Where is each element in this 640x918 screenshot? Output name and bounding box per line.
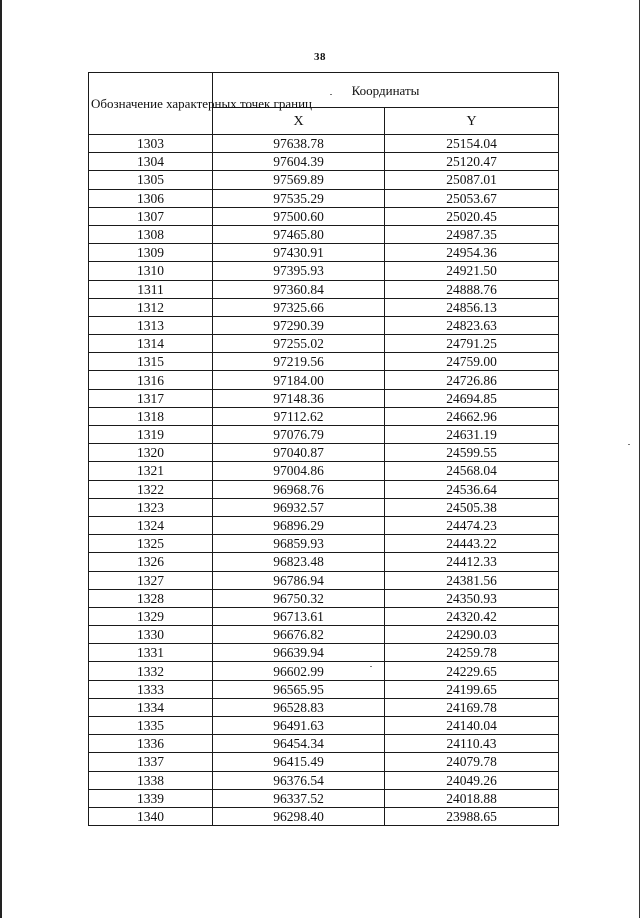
x-coordinate-cell: 97604.39 — [213, 153, 385, 171]
table-row — [89, 698, 559, 716]
point-cell: 1338 — [89, 771, 213, 789]
y-coordinate-cell: 23988.65 — [385, 807, 559, 825]
y-coordinate-cell: 24856.13 — [385, 298, 559, 316]
x-coordinate-cell: 97325.66 — [213, 298, 385, 316]
table-row — [89, 207, 559, 225]
point-cell: 1337 — [89, 753, 213, 771]
table-row — [89, 171, 559, 189]
coordinates-header: Координаты — [213, 73, 559, 108]
point-cell: 1332 — [89, 662, 213, 680]
table-row — [89, 225, 559, 243]
point-cell: 1322 — [89, 480, 213, 498]
y-coordinate-cell: 24631.19 — [385, 426, 559, 444]
point-cell: 1313 — [89, 316, 213, 334]
point-cell: 1320 — [89, 444, 213, 462]
y-coordinate-cell: 24381.56 — [385, 571, 559, 589]
point-cell: 1340 — [89, 807, 213, 825]
x-coordinate-cell: 96528.83 — [213, 698, 385, 716]
y-coordinate-cell: 24987.35 — [385, 225, 559, 243]
y-coordinate-cell: 24443.22 — [385, 535, 559, 553]
table-row — [89, 717, 559, 735]
table-row — [89, 371, 559, 389]
point-cell: 1330 — [89, 626, 213, 644]
y-coordinate-cell: 24823.63 — [385, 316, 559, 334]
point-cell: 1314 — [89, 335, 213, 353]
point-cell: 1306 — [89, 189, 213, 207]
point-cell: 1324 — [89, 516, 213, 534]
x-coordinate-cell: 96823.48 — [213, 553, 385, 571]
x-coordinate-cell: 96415.49 — [213, 753, 385, 771]
table-row — [89, 280, 559, 298]
point-cell: 1309 — [89, 244, 213, 262]
y-coordinate-cell: 24474.23 — [385, 516, 559, 534]
point-cell: 1329 — [89, 607, 213, 625]
point-cell: 1326 — [89, 553, 213, 571]
x-coordinate-cell: 97638.78 — [213, 135, 385, 153]
x-coordinate-cell: 97465.80 — [213, 225, 385, 243]
table-row — [89, 771, 559, 789]
y-coordinate-cell: 25120.47 — [385, 153, 559, 171]
y-coordinate-cell: 24921.50 — [385, 262, 559, 280]
point-cell: 1319 — [89, 426, 213, 444]
x-coordinate-cell: 96713.61 — [213, 607, 385, 625]
y-coordinate-cell: 24049.26 — [385, 771, 559, 789]
x-coordinate-cell: 96896.29 — [213, 516, 385, 534]
y-coordinate-cell: 24169.78 — [385, 698, 559, 716]
table-row — [89, 553, 559, 571]
coordinates-table — [88, 72, 559, 826]
y-coordinate-cell: 24536.64 — [385, 480, 559, 498]
y-coordinate-cell: 24694.85 — [385, 389, 559, 407]
table-row — [89, 498, 559, 516]
x-coordinate-cell: 97112.62 — [213, 407, 385, 425]
y-coordinate-cell: 24350.93 — [385, 589, 559, 607]
x-coordinate-cell: 97395.93 — [213, 262, 385, 280]
page-edge-left — [0, 0, 2, 918]
table-row — [89, 626, 559, 644]
table-body — [89, 135, 559, 826]
x-coordinate-cell: 97219.56 — [213, 353, 385, 371]
y-coordinate-cell: 24110.43 — [385, 735, 559, 753]
point-cell: 1325 — [89, 535, 213, 553]
y-coordinate-cell: 24568.04 — [385, 462, 559, 480]
x-coordinate-cell: 97430.91 — [213, 244, 385, 262]
table-row — [89, 753, 559, 771]
x-coordinate-cell: 96750.32 — [213, 589, 385, 607]
y-coordinate-cell: 25053.67 — [385, 189, 559, 207]
point-cell: 1323 — [89, 498, 213, 516]
table-row — [89, 789, 559, 807]
point-cell: 1321 — [89, 462, 213, 480]
y-header: Y — [385, 108, 559, 135]
point-cell: 1311 — [89, 280, 213, 298]
table-row — [89, 153, 559, 171]
point-cell: 1316 — [89, 371, 213, 389]
table-row — [89, 662, 559, 680]
y-coordinate-cell: 24290.03 — [385, 626, 559, 644]
table-row — [89, 589, 559, 607]
table-row — [89, 335, 559, 353]
x-coordinate-cell: 97255.02 — [213, 335, 385, 353]
table-row — [89, 426, 559, 444]
x-coordinate-cell: 97535.29 — [213, 189, 385, 207]
table-row — [89, 535, 559, 553]
x-coordinate-cell: 97076.79 — [213, 426, 385, 444]
x-coordinate-cell: 97569.89 — [213, 171, 385, 189]
table-row — [89, 462, 559, 480]
table-row — [89, 316, 559, 334]
y-coordinate-cell: 24888.76 — [385, 280, 559, 298]
y-coordinate-cell: 24954.36 — [385, 244, 559, 262]
x-coordinate-cell: 97290.39 — [213, 316, 385, 334]
point-cell: 1305 — [89, 171, 213, 189]
point-cell: 1307 — [89, 207, 213, 225]
table-row — [89, 735, 559, 753]
point-cell: 1304 — [89, 153, 213, 171]
x-coordinate-cell: 96786.94 — [213, 571, 385, 589]
table-row — [89, 607, 559, 625]
table-row — [89, 262, 559, 280]
table-row — [89, 353, 559, 371]
x-coordinate-cell: 96491.63 — [213, 717, 385, 735]
table-row — [89, 389, 559, 407]
y-coordinate-cell: 24229.65 — [385, 662, 559, 680]
x-coordinate-cell: 97004.86 — [213, 462, 385, 480]
table-row — [89, 244, 559, 262]
point-cell: 1310 — [89, 262, 213, 280]
point-cell: 1334 — [89, 698, 213, 716]
y-coordinate-cell: 24599.55 — [385, 444, 559, 462]
table-row — [89, 644, 559, 662]
x-coordinate-cell: 96602.99 — [213, 662, 385, 680]
point-cell: 1303 — [89, 135, 213, 153]
y-coordinate-cell: 25087.01 — [385, 171, 559, 189]
y-coordinate-cell: 24259.78 — [385, 644, 559, 662]
point-cell: 1327 — [89, 571, 213, 589]
y-coordinate-cell: 24759.00 — [385, 353, 559, 371]
y-coordinate-cell: 24018.88 — [385, 789, 559, 807]
x-coordinate-cell: 96454.34 — [213, 735, 385, 753]
x-coordinate-cell: 97184.00 — [213, 371, 385, 389]
y-coordinate-cell: 24199.65 — [385, 680, 559, 698]
y-coordinate-cell: 24726.86 — [385, 371, 559, 389]
y-coordinate-cell: 24662.96 — [385, 407, 559, 425]
point-cell: 1312 — [89, 298, 213, 316]
point-cell: 1328 — [89, 589, 213, 607]
point-cell: 1336 — [89, 735, 213, 753]
designation-header: Обозначение характерных точек границ — [89, 73, 213, 135]
x-coordinate-cell: 96859.93 — [213, 535, 385, 553]
point-cell: 1315 — [89, 353, 213, 371]
table-row — [89, 680, 559, 698]
y-coordinate-cell: 25154.04 — [385, 135, 559, 153]
y-coordinate-cell: 25020.45 — [385, 207, 559, 225]
y-coordinate-cell: 24079.78 — [385, 753, 559, 771]
x-coordinate-cell: 96639.94 — [213, 644, 385, 662]
table-row — [89, 444, 559, 462]
scan-speck — [628, 444, 630, 445]
table-row — [89, 571, 559, 589]
y-coordinate-cell: 24140.04 — [385, 717, 559, 735]
x-coordinate-cell: 96676.82 — [213, 626, 385, 644]
point-cell: 1317 — [89, 389, 213, 407]
x-coordinate-cell: 96932.57 — [213, 498, 385, 516]
x-coordinate-cell: 96337.52 — [213, 789, 385, 807]
x-coordinate-cell: 97040.87 — [213, 444, 385, 462]
y-coordinate-cell: 24412.33 — [385, 553, 559, 571]
table-row — [89, 807, 559, 825]
table-row — [89, 480, 559, 498]
x-coordinate-cell: 96565.95 — [213, 680, 385, 698]
point-cell: 1331 — [89, 644, 213, 662]
x-coordinate-cell: 97500.60 — [213, 207, 385, 225]
x-coordinate-cell: 97360.84 — [213, 280, 385, 298]
page-number: 38 — [314, 51, 326, 63]
table-row — [89, 298, 559, 316]
y-coordinate-cell: 24320.42 — [385, 607, 559, 625]
y-coordinate-cell: 24791.25 — [385, 335, 559, 353]
x-coordinate-cell: 96968.76 — [213, 480, 385, 498]
table-row — [89, 189, 559, 207]
table-header — [89, 73, 559, 135]
point-cell: 1333 — [89, 680, 213, 698]
point-cell: 1335 — [89, 717, 213, 735]
y-coordinate-cell: 24505.38 — [385, 498, 559, 516]
table-row — [89, 135, 559, 153]
point-cell: 1308 — [89, 225, 213, 243]
x-coordinate-cell: 96376.54 — [213, 771, 385, 789]
point-cell: 1318 — [89, 407, 213, 425]
x-coordinate-cell: 97148.36 — [213, 389, 385, 407]
table-row — [89, 516, 559, 534]
x-header: X — [213, 108, 385, 135]
point-cell: 1339 — [89, 789, 213, 807]
table-row — [89, 407, 559, 425]
x-coordinate-cell: 96298.40 — [213, 807, 385, 825]
